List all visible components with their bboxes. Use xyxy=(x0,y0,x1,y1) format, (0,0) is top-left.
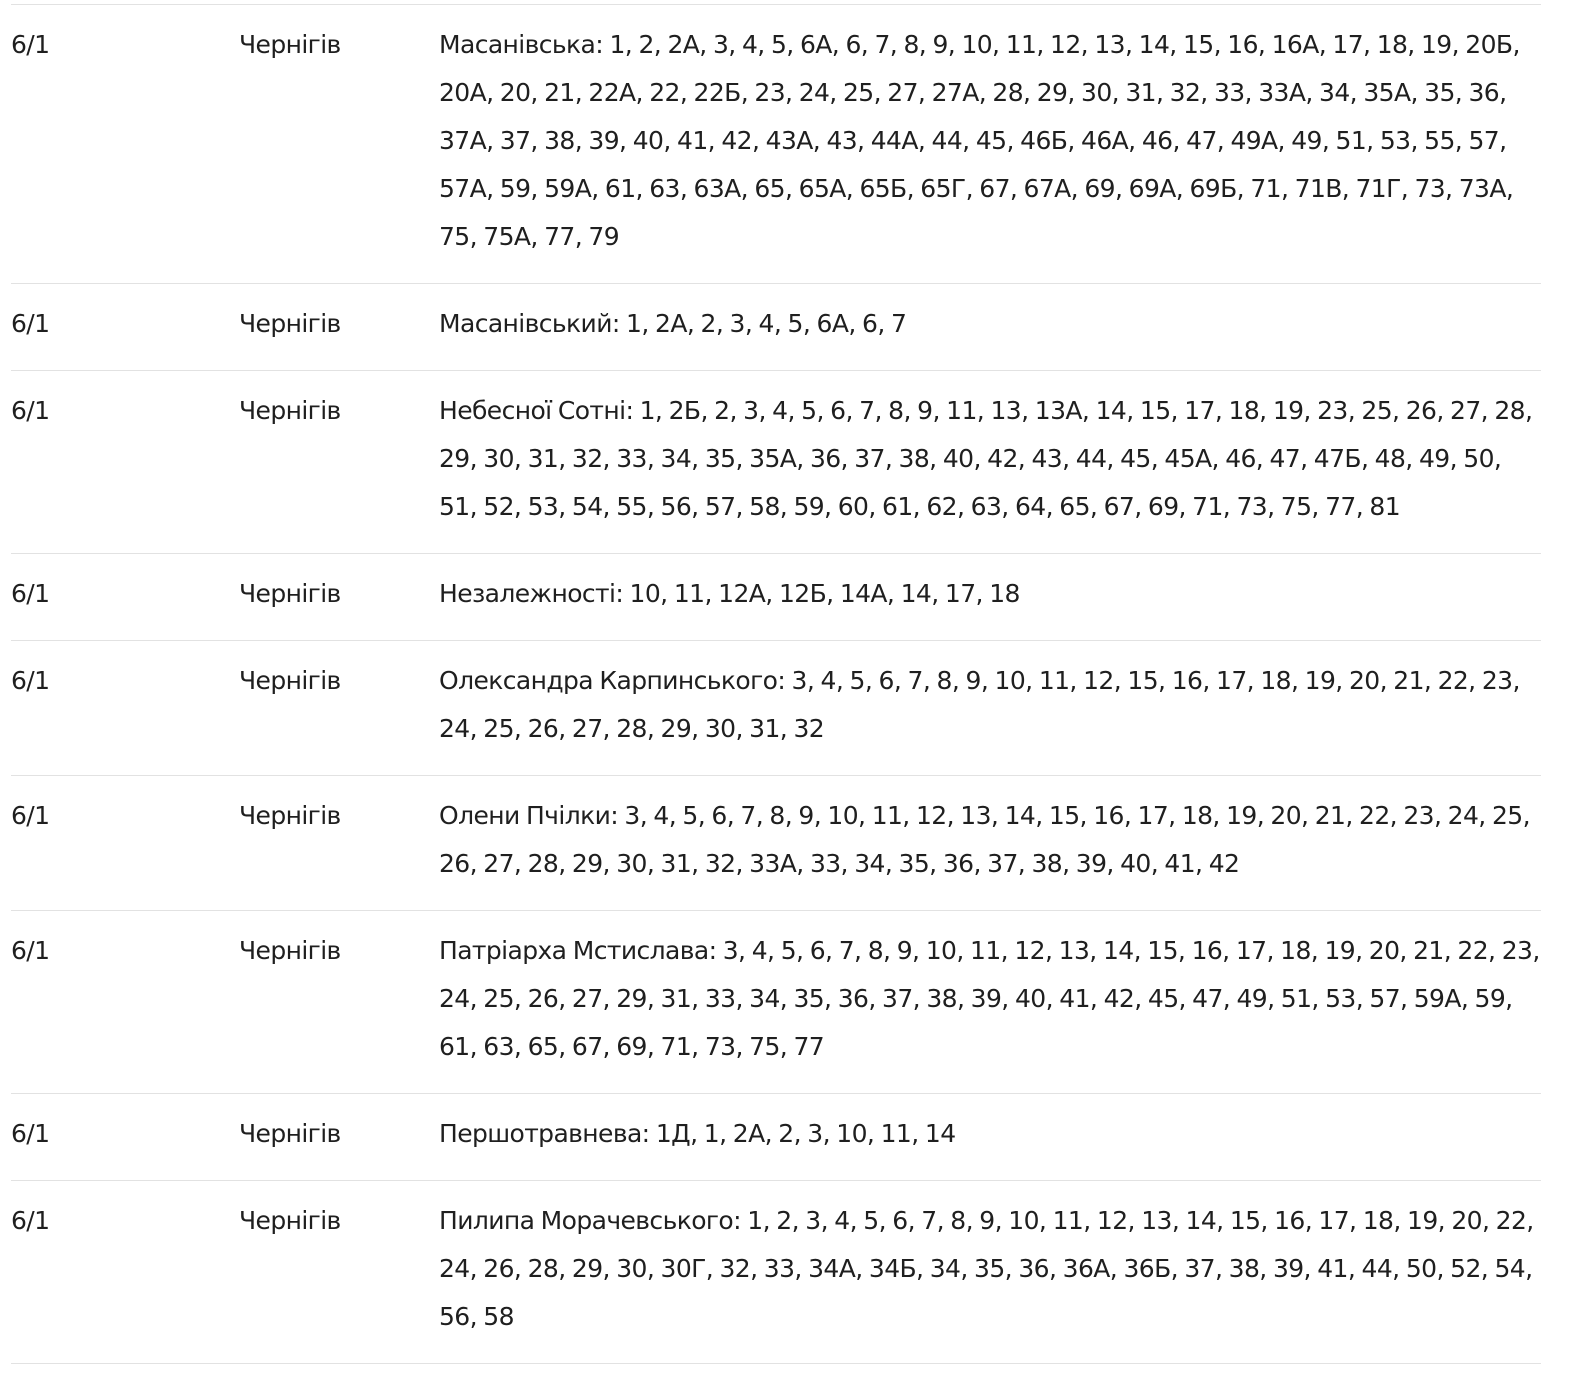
table-row xyxy=(11,371,1541,554)
table-row xyxy=(11,776,1541,911)
queue-cell: 6/1 xyxy=(11,1119,50,1148)
queue-cell: 6/1 xyxy=(11,666,50,695)
table-row xyxy=(11,1094,1541,1181)
queue-cell: 6/1 xyxy=(11,801,50,830)
addresses-cell: Олександра Карпинського: 3, 4, 5, 6, 7, 8, 9, 10, 11, 12, 15, 16, 17, 18, 19, 20, 21, 22, 23, 24, 25, 26, 27, 28, 29, 30, 31, 32 xyxy=(439,666,1520,743)
addresses-cell: Небесної Сотні: 1, 2Б, 2, 3, 4, 5, 6, 7, 8, 9, 11, 13, 13А, 14, 15, 17, 18, 19, 23, 25, 26, 27, 28, 29, 30, 31, 32, 33, 34, 35, 35А, 36, 37, 38, 40, 42, 43, 44, 45, 45А, 46, 47, 47Б, 48, 49, 50, 51, 52, 53, 54, 55, 56, 57, 58, 59, 60, 61, 62, 63, 64, 65, 67, 69, 71, 73, 75, 77, 81 xyxy=(439,396,1533,521)
table-row xyxy=(11,284,1541,371)
addresses-cell: Патріарха Мстислава: 3, 4, 5, 6, 7, 8, 9, 10, 11, 12, 13, 14, 15, 16, 17, 18, 19, 20, 21, 22, 23, 24, 25, 26, 27, 29, 31, 33, 34, 35, 36, 37, 38, 39, 40, 41, 42, 45, 47, 49, 51, 53, 57, 59А, 59, 61, 63, 65, 67, 69, 71, 73, 75, 77 xyxy=(439,936,1540,1061)
table-row xyxy=(11,641,1541,776)
queue-cell: 6/1 xyxy=(11,936,50,965)
table-row xyxy=(11,911,1541,1094)
queue-cell: 6/1 xyxy=(11,579,50,608)
queue-cell: 6/1 xyxy=(11,1206,50,1235)
table-row xyxy=(11,5,1541,284)
city-cell: Чернігів xyxy=(239,801,341,830)
queue-cell: 6/1 xyxy=(11,30,50,59)
addresses-cell: Першотравнева: 1Д, 1, 2А, 2, 3, 10, 11, 14 xyxy=(439,1119,956,1148)
city-cell: Чернігів xyxy=(239,30,341,59)
city-cell: Чернігів xyxy=(239,396,341,425)
table-row xyxy=(11,1181,1541,1364)
table-row xyxy=(11,554,1541,641)
addresses-cell: Олени Пчілки: 3, 4, 5, 6, 7, 8, 9, 10, 11, 12, 13, 14, 15, 16, 17, 18, 19, 20, 21, 22, 23, 24, 25, 26, 27, 28, 29, 30, 31, 32, 33А, 33, 34, 35, 36, 37, 38, 39, 40, 41, 42 xyxy=(439,801,1530,878)
city-cell: Чернігів xyxy=(239,1206,341,1235)
city-cell: Чернігів xyxy=(239,309,341,338)
city-cell: Чернігів xyxy=(239,936,341,965)
addresses-cell: Масанівський: 1, 2А, 2, 3, 4, 5, 6А, 6, 7 xyxy=(439,309,907,338)
addresses-cell: Незалежності: 10, 11, 12А, 12Б, 14А, 14, 17, 18 xyxy=(439,579,1020,608)
queue-cell: 6/1 xyxy=(11,396,50,425)
city-cell: Чернігів xyxy=(239,579,341,608)
addresses-cell: Масанівська: 1, 2, 2А, 3, 4, 5, 6А, 6, 7, 8, 9, 10, 11, 12, 13, 14, 15, 16, 16А, 17, 18, 19, 20Б, 20А, 20, 21, 22А, 22, 22Б, 23, 24, 25, 27, 27А, 28, 29, 30, 31, 32, 33, 33А, 34, 35А, 35, 36, 37А, 37, 38, 39, 40, 41, 42, 43А, 43, 44А, 44, 45, 46Б, 46А, 46, 47, 49А, 49, 51, 53, 55, 57, 57А, 59, 59А, 61, 63, 63А, 65, 65А, 65Б, 65Г, 67, 67А, 69, 69А, 69Б, 71, 71В, 71Г, 73, 73А, 75, 75А, 77, 79 xyxy=(439,30,1520,251)
city-cell: Чернігів xyxy=(239,666,341,695)
outage-schedule-table xyxy=(11,4,1541,1364)
city-cell: Чернігів xyxy=(239,1119,341,1148)
addresses-cell: Пилипа Морачевського: 1, 2, 3, 4, 5, 6, 7, 8, 9, 10, 11, 12, 13, 14, 15, 16, 17, 18, 19, 20, 22, 24, 26, 28, 29, 30, 30Г, 32, 33, 34А, 34Б, 34, 35, 36, 36А, 36Б, 37, 38, 39, 41, 44, 50, 52, 54, 56, 58 xyxy=(439,1206,1534,1331)
queue-cell: 6/1 xyxy=(11,309,50,338)
